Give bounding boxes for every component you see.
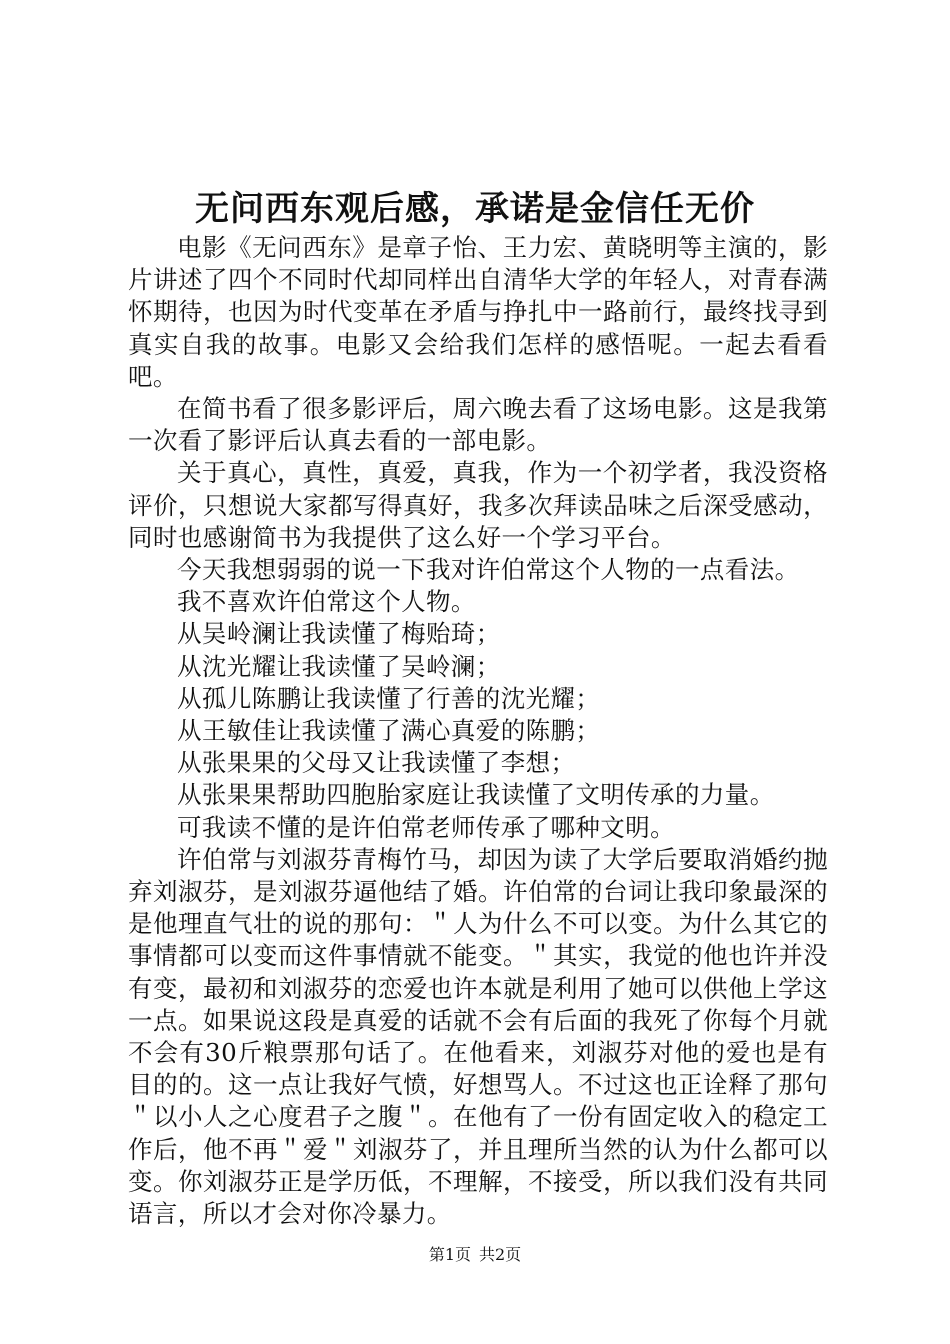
page-number: 第1页 <box>428 1245 471 1264</box>
page-footer <box>0 1244 950 1266</box>
paragraph: 从吴岭澜让我读懂了梅贻琦； <box>177 619 501 649</box>
paragraph: 关于真心，真性，真爱，真我，作为一个初学者，我没资格评价，只想说大家都写得真好，我多次拜读品味之后深受感动，同时也感谢简书为我提供了这么好一个学习平台。 <box>128 458 828 552</box>
document-title: 无问西东观后感，承诺是金信任无价 <box>195 189 755 229</box>
paragraph: 电影《无问西东》是章子怡、王力宏、黄晓明等主演的，影片讲述了四个不同时代却同样出自清华大学的年轻人，对青春满怀期待，也因为时代变革在矛盾与挣扎中一路前行，最终找寻到真实自我的故事。电影又会给我们怎样的感悟呢。一起去看看吧。 <box>128 233 828 391</box>
page-total: 共2页 <box>479 1245 522 1264</box>
paragraph: 我不喜欢许伯常这个人物。 <box>177 587 476 617</box>
paragraph: 今天我想弱弱的说一下我对许伯常这个人物的一点看法。 <box>177 555 800 585</box>
paragraph: 从张果果帮助四胞胎家庭让我读懂了文明传承的力量。 <box>177 780 775 810</box>
paragraph: 从沈光耀让我读懂了吴岭澜； <box>177 651 501 681</box>
document-body <box>128 232 828 1230</box>
paragraph: 许伯常与刘淑芬青梅竹马，却因为读了大学后要取消婚约抛弃刘淑芬，是刘淑芬逼他结了婚。许伯常的台词让我印象最深的是他理直气壮的说的那句：＂人为什么不可以变。为什么其它的事情都可以变而这件事情就不能变。＂其实，我觉的他也许并没有变，最初和刘淑芬的恋爱也许本就是利用了她可以供他上学这一点。如果说这段是真爱的话就不会有后面的我死了你每个月就不会有30斤粮票那句话了。在他看来，刘淑芬对他的爱也是有目的的。这一点让我好气愤，好想骂人。不过这也正诠释了那句＂以小人之心度君子之腹＂。在他有了一份有固定收入的稳定工作后，他不再＂爱＂刘淑芬了，并且理所当然的认为什么都可以变。你刘淑芬正是学历低，不理解，不接受，所以我们没有共同语言，所以才会对你冷暴力。 <box>128 844 828 1229</box>
paragraph: 从孤儿陈鹏让我读懂了行善的沈光耀； <box>177 683 601 713</box>
paragraph: 从王敏佳让我读懂了满心真爱的陈鹏； <box>177 716 601 746</box>
paragraph: 从张果果的父母又让我读懂了李想； <box>177 748 576 778</box>
paragraph: 在简书看了很多影评后，周六晚去看了这场电影。这是我第一次看了影评后认真去看的一部电影。 <box>128 394 828 456</box>
paragraph: 可我读不懂的是许伯常老师传承了哪种文明。 <box>177 812 675 842</box>
